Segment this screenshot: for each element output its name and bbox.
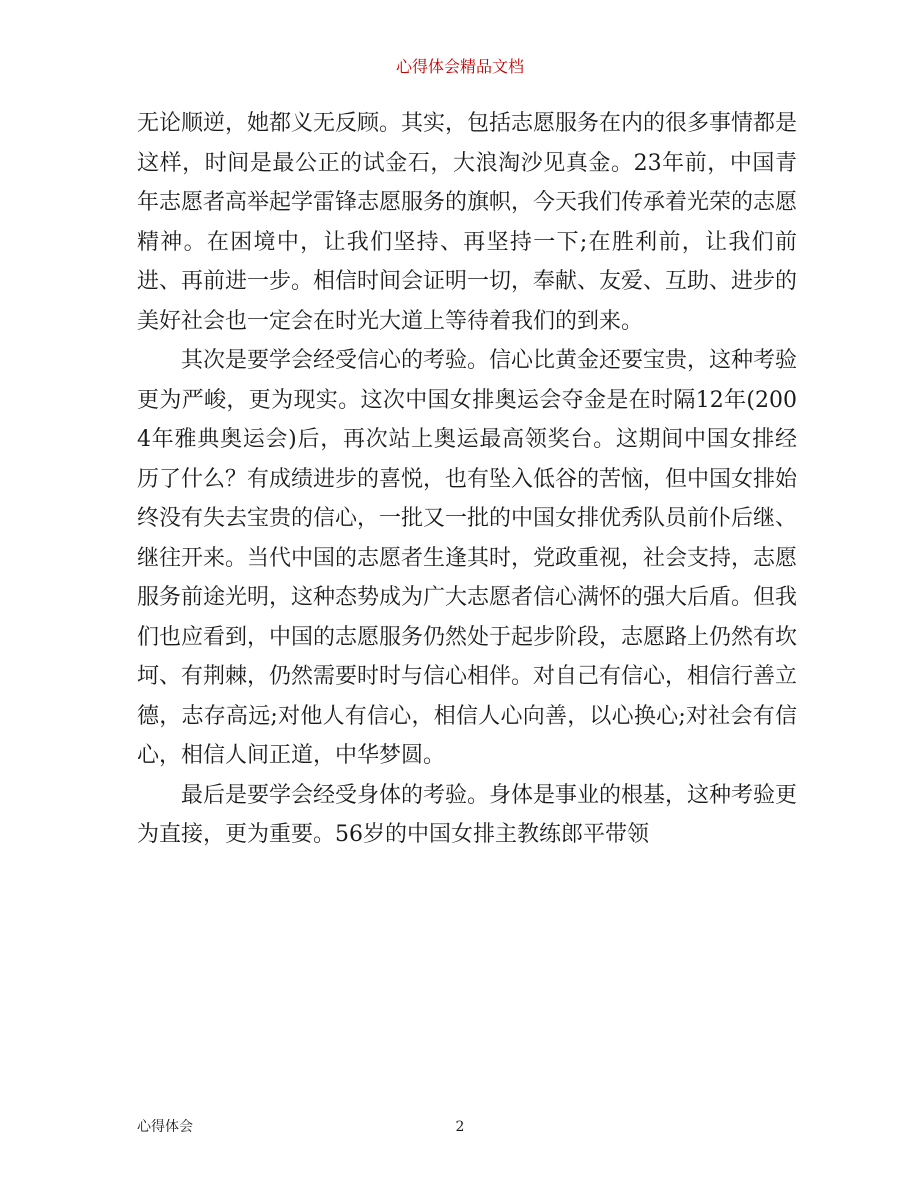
paragraph-continuation: 无论顺逆，她都义无反顾。其实，包括志愿服务在内的很多事情都是这样，时间是最公正的试金石，大浪淘沙见真金。23年前，中国青年志愿者高举起学雷锋志愿服务的旗帜，今天我们传承着光荣的志愿精神。在困境中，让我们坚持、再坚持一下;在胜利前，让我们前进、再前进一步。相信时间会证明一切，奉献、友爱、互助、进步的美好社会也一定会在时光大道上等待着我们的到来。 [137, 111, 798, 334]
footer-label: 心得体会 [137, 1119, 193, 1135]
page-header-title: 心得体会精品文档 [395, 57, 524, 76]
paragraph-body: 最后是要学会经受身体的考验。身体是事业的根基，这种考验更为直接，更为重要。56岁的中国女排主教练郎平带领 [137, 782, 798, 847]
document-body [137, 104, 797, 855]
page-number: 2 [455, 1119, 465, 1135]
paragraph-confidence: 其次是要学会经受信心的考验。信心比黄金还要宝贵，这种考验更为严峻，更为现实。这次中国女排奥运会夺金是在时隔12年(2004年雅典奥运会)后，再次站上奥运最高领奖台。这期间中国女排经历了什么？有成绩进步的喜悦，也有坠入低谷的苦恼，但中国女排始终没有失去宝贵的信心，一批又一批的中国女排优秀队员前仆后继、继往开来。当代中国的志愿者生逢其时，党政重视，社会支持，志愿服务前途光明，这种态势成为广大志愿者信心满怀的强大后盾。但我们也应看到，中国的志愿服务仍然处于起步阶段，志愿路上仍然有坎坷、有荆棘，仍然需要时时与信心相伴。对自己有信心，相信行善立德，志存高远;对他人有信心，相信人心向善，以心换心;对社会有信心，相信人间正道，中华梦圆。 [137, 348, 798, 768]
